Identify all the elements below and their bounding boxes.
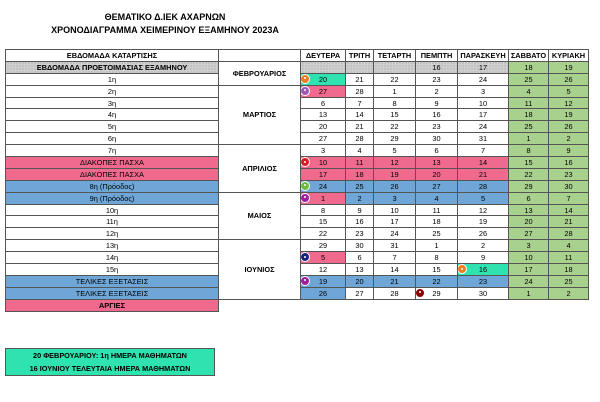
header-monday: ΔΕΥΤΕΡΑ bbox=[301, 50, 346, 62]
table-row: 3η 6 7 8 9 10 11 12 bbox=[6, 97, 589, 109]
header-row bbox=[6, 50, 589, 62]
holidays-row bbox=[6, 299, 589, 311]
table-row: 12η 22 23 24 25 26 27 28 bbox=[6, 228, 589, 240]
month-may: ΜΑΙΟΣ bbox=[219, 192, 301, 240]
table-row: 6η 27 28 29 30 31 1 2 bbox=[6, 133, 589, 145]
day-cell: 27 bbox=[301, 85, 346, 97]
darkred-eye-icon bbox=[416, 288, 426, 298]
day-cell: 20 bbox=[301, 73, 346, 85]
month-june: ΙΟΥΝΙΟΣ bbox=[219, 240, 301, 299]
purple-eye-icon bbox=[301, 86, 311, 96]
table-row: ΕΒΔΟΜΑΔΑ ΠΡΟΕΤΟΙΜΑΣΙΑΣ ΕΞΑΜΗΝΟΥ ΦΕΒΡΟΥΑΡΙΟΣ 16 17 18 19 bbox=[6, 61, 589, 73]
table-row: 15η 12 13 14 15 16 17 18 bbox=[6, 264, 589, 276]
table-row: 2η ΜΑΡΤΙΟΣ 27 28 1 2 3 4 5 bbox=[6, 85, 589, 97]
week-label: 8η (Πρόοδος) bbox=[6, 180, 219, 192]
week-label: 14η bbox=[6, 252, 219, 264]
week-label: 9η (Πρόοδος) bbox=[6, 192, 219, 204]
header-week: ΕΒΔΟΜΑΔΑ ΚΑΤΑΡΤΙΣΗΣ bbox=[6, 50, 219, 62]
day-cell: 1 bbox=[301, 192, 346, 204]
week-label: 2η bbox=[6, 85, 219, 97]
table-row: 7η ΑΠΡΙΛΙΟΣ 3 4 5 6 7 8 9 bbox=[6, 145, 589, 157]
week-label: ΤΕΛΙΚΕΣ ΕΞΕΤΑΣΕΙΣ bbox=[6, 287, 219, 299]
week-label: 5η bbox=[6, 121, 219, 133]
day-cell: 19 bbox=[301, 275, 346, 287]
table-row: 14η 5 6 7 8 9 10 11 bbox=[6, 252, 589, 264]
table-row: ΔΙΑΚΟΠΕΣ ΠΑΣΧΑ 17 18 19 20 21 22 23 bbox=[6, 168, 589, 180]
header-friday: ΠΑΡΑΣΚΕΥΗ bbox=[458, 50, 509, 62]
week-label: ΤΕΛΙΚΕΣ ΕΞΕΤΑΣΕΙΣ bbox=[6, 275, 219, 287]
table-row: 4η 13 14 15 16 17 18 19 bbox=[6, 109, 589, 121]
navy-eye-icon bbox=[301, 252, 311, 262]
week-label: 15η bbox=[6, 264, 219, 276]
table-row: ΔΙΑΚΟΠΕΣ ΠΑΣΧΑ 10 11 12 13 14 15 16 bbox=[6, 157, 589, 169]
orange-eye-icon bbox=[301, 74, 311, 84]
header-wednesday: ΤΕΤΑΡΤΗ bbox=[374, 50, 416, 62]
magenta-eye-icon bbox=[301, 276, 311, 286]
green-eye-icon bbox=[301, 181, 311, 191]
week-label: 7η bbox=[6, 145, 219, 157]
red-eye-icon bbox=[301, 157, 311, 167]
week-label: 13η bbox=[6, 240, 219, 252]
header-tuesday: ΤΡΙΤΗ bbox=[346, 50, 374, 62]
schedule-title: ΧΡΟΝΟΔΙΑΓΡΑΜΜΑ ΧΕΙΜΕΡΙΝΟΥ ΕΞΑΜΗΝΟΥ 2023Α bbox=[51, 25, 279, 35]
week-label: 11η bbox=[6, 216, 219, 228]
week-label: ΕΒΔΟΜΑΔΑ ΠΡΟΕΤΟΙΜΑΣΙΑΣ ΕΞΑΜΗΝΟΥ bbox=[6, 61, 219, 73]
table-row: 9η (Πρόοδος) ΜΑΙΟΣ 1 2 3 4 5 6 7 bbox=[6, 192, 589, 204]
day-cell: 10 bbox=[301, 157, 346, 169]
table-row: 1η 20 21 22 23 24 25 26 bbox=[6, 73, 589, 85]
header-thursday: ΠΕΜΠΤΗ bbox=[416, 50, 458, 62]
header-sunday: ΚΥΡΙΑΚΗ bbox=[549, 50, 589, 62]
table-row: 5η 20 21 22 23 24 25 26 bbox=[6, 121, 589, 133]
month-april: ΑΠΡΙΛΙΟΣ bbox=[219, 145, 301, 193]
week-label: 4η bbox=[6, 109, 219, 121]
week-label: ΔΙΑΚΟΠΕΣ ΠΑΣΧΑ bbox=[6, 157, 219, 169]
day-cell: 29 bbox=[416, 287, 458, 299]
week-label: 6η bbox=[6, 133, 219, 145]
day-cell: 5 bbox=[301, 252, 346, 264]
table-row: 8η (Πρόοδος) 24 25 26 27 28 29 30 bbox=[6, 180, 589, 192]
month-march: ΜΑΡΤΙΟΣ bbox=[219, 85, 301, 144]
holidays-label: ΑΡΓΙΕΣ bbox=[6, 299, 219, 311]
orange-eye-icon bbox=[458, 264, 468, 274]
school-title: ΘΕΜΑΤΙΚΟ Δ.ΙΕΚ ΑΧΑΡΝΩΝ bbox=[104, 12, 226, 22]
note-first-day: 20 ΦΕΒΡΟΥΑΡΙΟΥ: 1η ΗΜΕΡΑ ΜΑΘΗΜΑΤΩΝ bbox=[33, 351, 187, 360]
table-row: 11η 15 16 17 18 19 20 21 bbox=[6, 216, 589, 228]
table-row: 10η 8 9 10 11 12 13 14 bbox=[6, 204, 589, 216]
day-cell: 24 bbox=[301, 180, 346, 192]
week-label: 1η bbox=[6, 73, 219, 85]
notes-box bbox=[5, 348, 215, 376]
week-label: ΔΙΑΚΟΠΕΣ ΠΑΣΧΑ bbox=[6, 168, 219, 180]
week-label: 10η bbox=[6, 204, 219, 216]
schedule-table bbox=[5, 49, 589, 312]
header-saturday: ΣΑΒΒΑΤΟ bbox=[509, 50, 549, 62]
month-february: ΦΕΒΡΟΥΑΡΙΟΣ bbox=[219, 61, 301, 85]
week-label: 12η bbox=[6, 228, 219, 240]
magenta-eye-icon bbox=[301, 193, 311, 203]
note-last-day: 16 ΙΟΥΝΙΟΥ ΤΕΛΕΥΤΑΙΑ ΗΜΕΡΑ ΜΑΘΗΜΑΤΩΝ bbox=[29, 364, 191, 373]
table-row: ΤΕΛΙΚΕΣ ΕΞΕΤΑΣΕΙΣ 19 20 21 22 23 24 25 bbox=[6, 275, 589, 287]
day-cell: 16 bbox=[458, 264, 509, 276]
week-label: 3η bbox=[6, 97, 219, 109]
table-row: ΤΕΛΙΚΕΣ ΕΞΕΤΑΣΕΙΣ 26 27 28 29 30 1 2 bbox=[6, 287, 589, 299]
table-row: 13η ΙΟΥΝΙΟΣ 29 30 31 1 2 3 4 bbox=[6, 240, 589, 252]
